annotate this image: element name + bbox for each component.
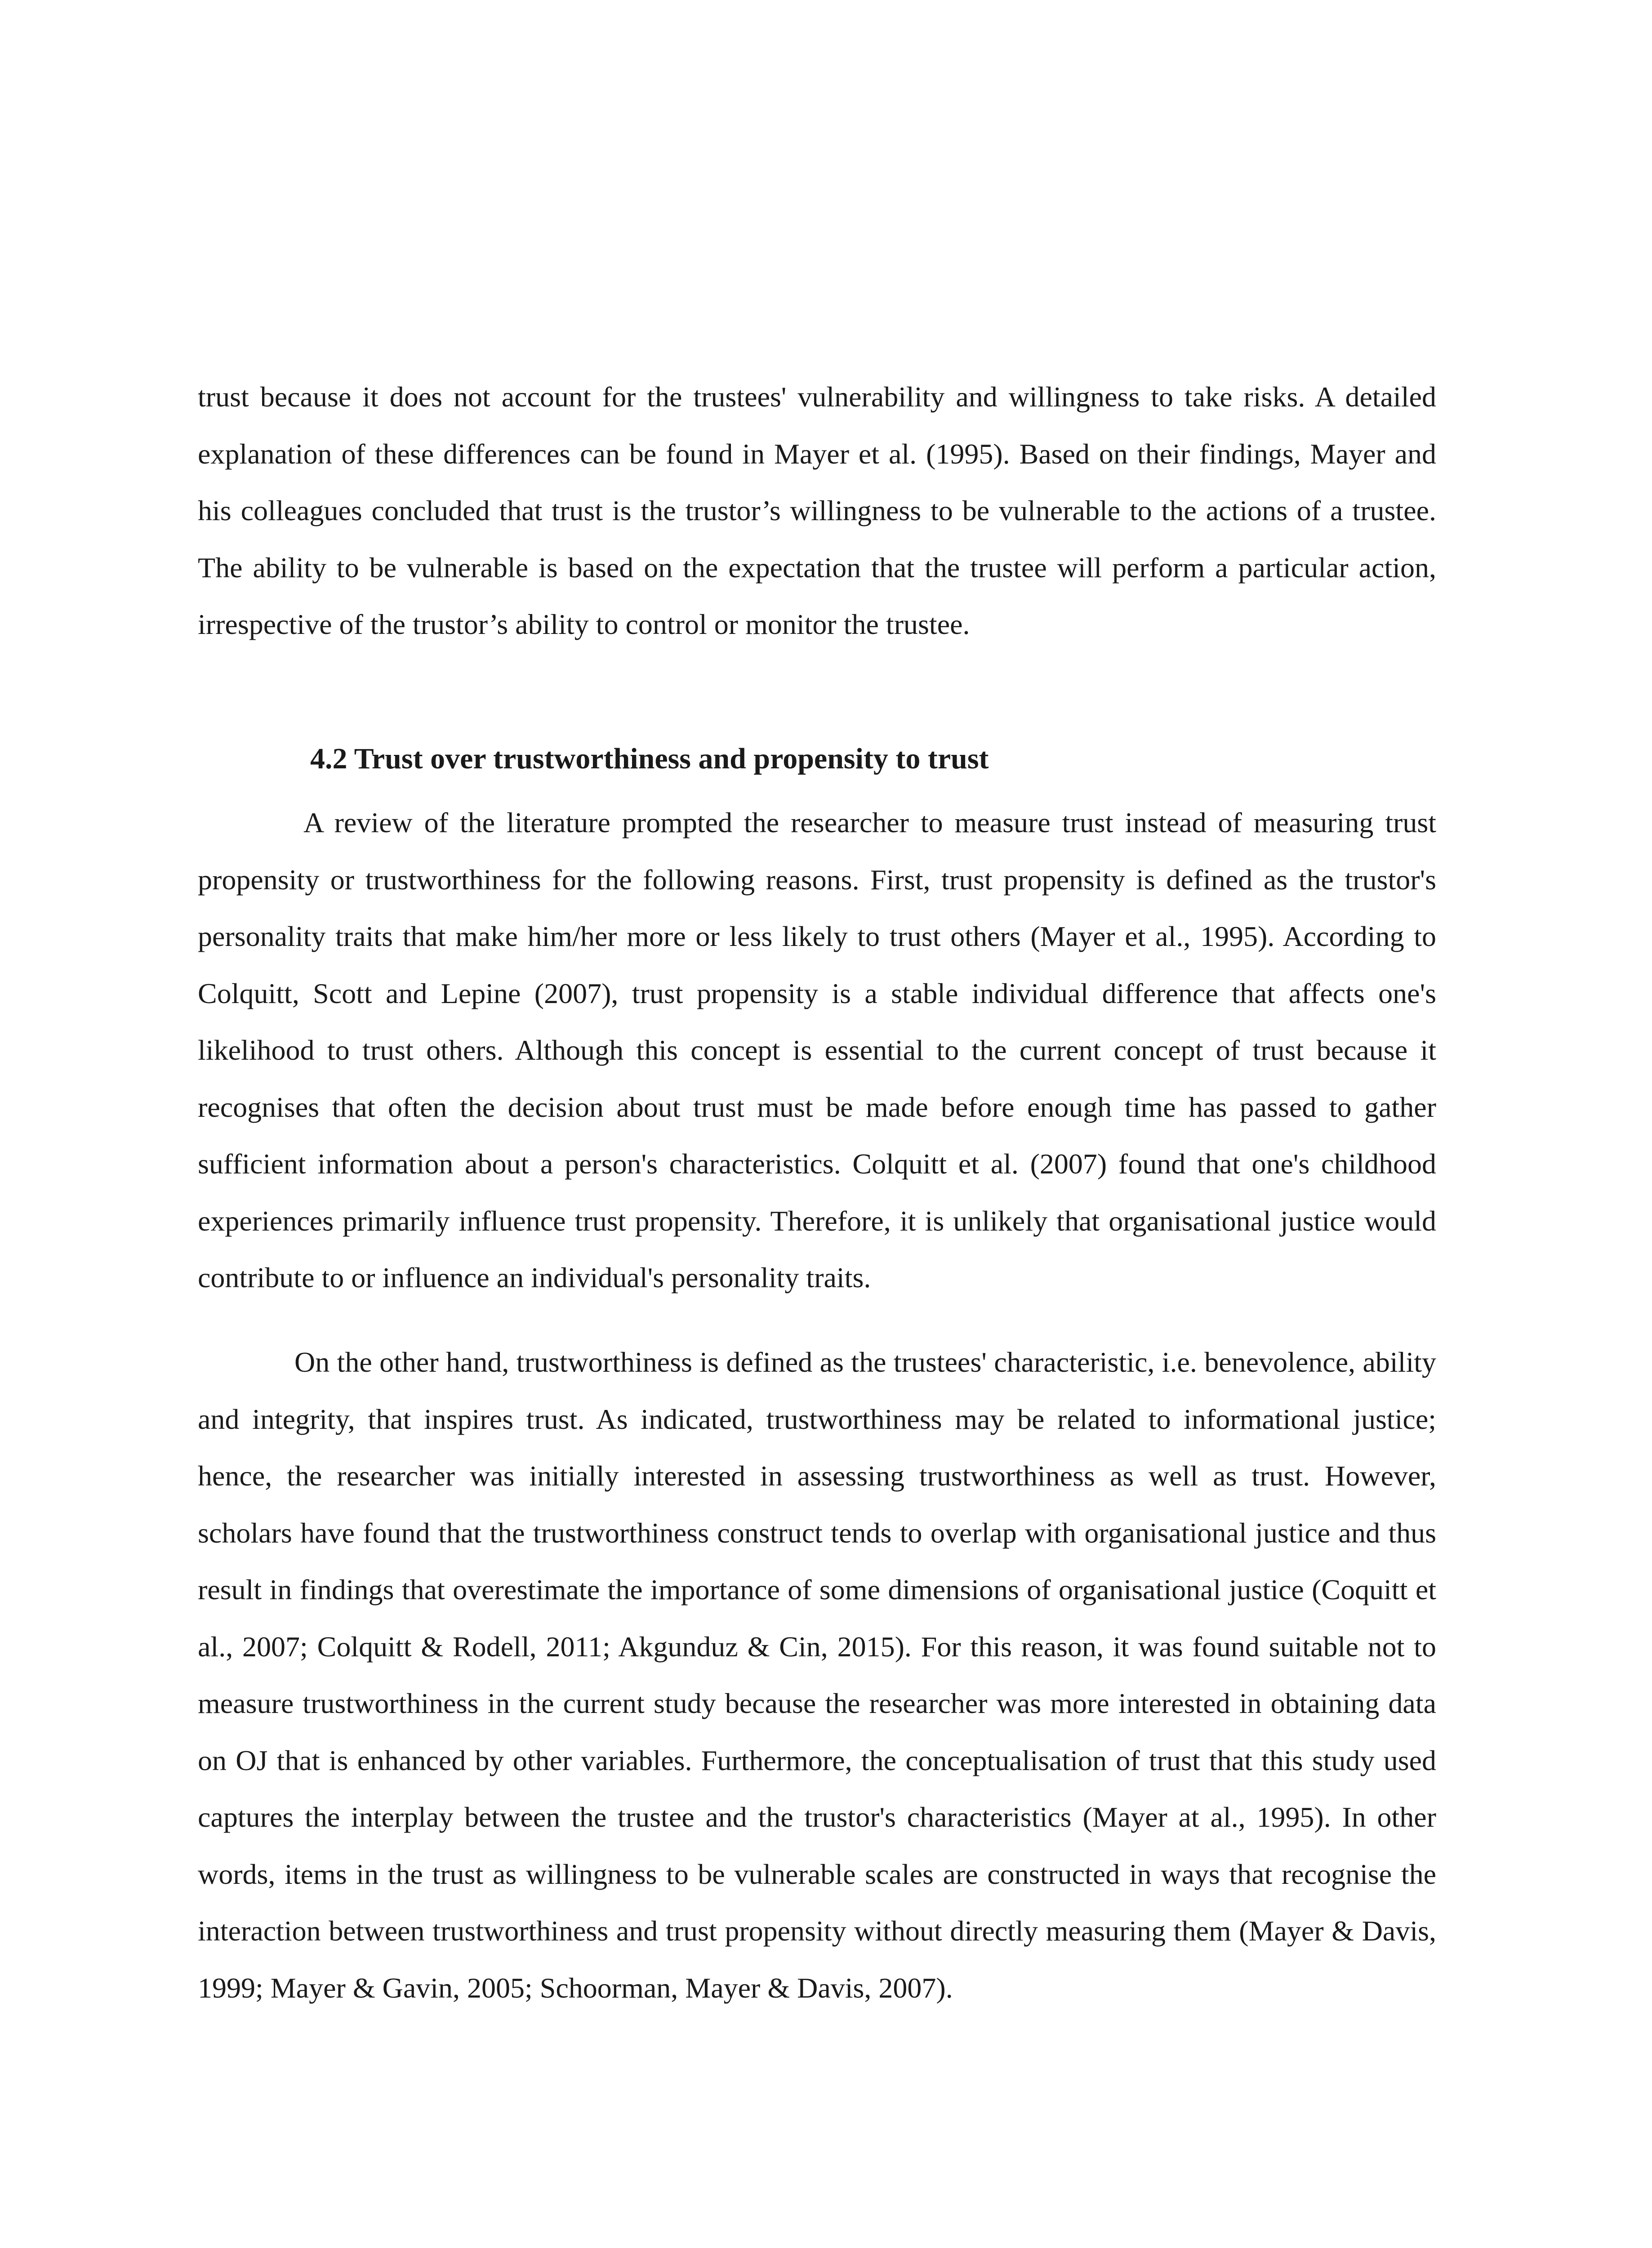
paragraph-trust-definition: trust because it does not account for the trustees' vulnerability and willingness to take risks. A detailed explanation of these differences can be found in Mayer et al. (1995). Based on their findings, Mayer and his colleagues concluded that trust is the trustor’s willingness to be vulnerable to the actions of a trustee. The ability to be vulnerable is based on the expectation that the trustee will perform a particular action, irrespective of the trustor’s ability to control or monitor the trustee. xyxy=(198,381,1436,640)
paragraph-trust-propensity: A review of the literature prompted the researcher to measure trust instead of measuring trust propensity or trustworthiness for the following reasons. First, trust propensity is defined as the trustor's personality traits that make him/her more or less likely to trust others (Mayer et al., 1995). According to Colquitt, Scott and Lepine (2007), trust propensity is a stable individual difference that affects one's likelihood to trust others. Although this concept is essential to the current concept of trust because it recognises that often the decision about trust must be made before enough time has passed to gather sufficient information about a person's characteristics. Colquitt et al. (2007) found that one's childhood experiences primarily influence trust propensity. Therefore, it is unlikely that organisational justice would contribute to or influence an individual's personality traits. xyxy=(198,807,1436,1293)
paragraph-trustworthiness: On the other hand, trustworthiness is defined as the trustees' characteristic, i.e. benevolence, ability and integrity, that inspires trust. As indicated, trustworthiness may be related to informational justice; hence, the researcher was initially interested in assessing trustworthiness as well as trust. However, scholars have found that the trustworthiness construct tends to overlap with organisational justice and thus result in findings that overestimate the importance of some dimensions of organisational justice (Coquitt et al., 2007; Colquitt & Rodell, 2011; Akgunduz & Cin, 2015). For this reason, it was found suitable not to measure trustworthiness in the current study because the researcher was more interested in obtaining data on OJ that is enhanced by other variables. Furthermore, the conceptualisation of trust that this study used captures the interplay between the trustee and the trustor's characteristics (Mayer at al., 1995). In other words, items in the trust as willingness to be vulnerable scales are constructed in ways that recognise the interaction between trustworthiness and trust propensity without directly measuring them (Mayer & Davis, 1999; Mayer & Gavin, 2005; Schoorman, Mayer & Davis, 2007). xyxy=(198,1346,1436,2004)
section-heading: 4.2 Trust over trustworthiness and propensity to trust xyxy=(310,742,989,775)
